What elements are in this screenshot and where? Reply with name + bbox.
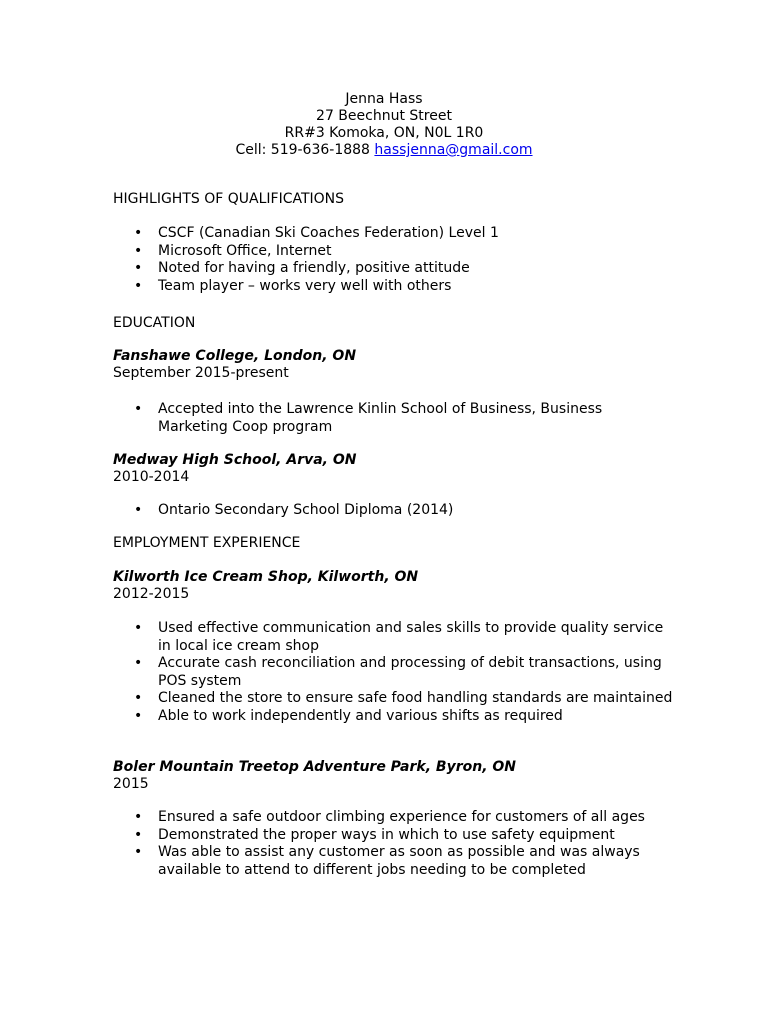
employer-name: Kilworth Ice Cream Shop, Kilworth, ON (113, 569, 419, 585)
employer-name: Boler Mountain Treetop Adventure Park, Byron, ON (113, 759, 516, 775)
list-item: • Was able to assist any customer as soon as possible and was always available to attend to different jobs needing to be completed (134, 844, 640, 878)
bullet-icon: • (134, 707, 143, 724)
list-item: • Ontario Secondary School Diploma (2014) (134, 502, 454, 518)
list-item: • Accepted into the Lawrence Kinlin School of Business, Business Marketing Coop program (134, 401, 603, 435)
city-address: RR#3 Komoka, ON, N0L 1R0 (284, 125, 484, 141)
school-name: Medway High School, Arva, ON (113, 452, 357, 468)
job-duties (113, 809, 673, 879)
bullet-icon: • (134, 844, 143, 860)
list-item: • Noted for having a friendly, positive attitude (134, 260, 470, 276)
bullet-icon: • (134, 401, 143, 417)
bullet-icon: • (134, 260, 143, 276)
school-details (113, 401, 673, 436)
list-item: • Accurate cash reconciliation and processing of debit transactions, using POS system (134, 655, 662, 689)
applicant-name: Jenna Hass (345, 91, 423, 107)
bullet-icon: • (134, 809, 143, 825)
employment-dates: 2012-2015 (113, 586, 190, 602)
cell-phone: Cell: 519-636-1888 (235, 142, 370, 158)
list-item: • Ensured a safe outdoor climbing experience for customers of all ages (134, 809, 645, 825)
bullet-icon: • (134, 277, 143, 294)
list-item: • Demonstrated the proper ways in which to use safety equipment (134, 826, 615, 843)
highlights-list (113, 225, 673, 295)
contact-header (0, 91, 768, 159)
bullet-icon: • (134, 225, 143, 241)
bullet-icon: • (134, 620, 143, 636)
employment-heading: EMPLOYMENT EXPERIENCE (113, 535, 301, 551)
school-dates: September 2015-present (113, 365, 289, 381)
list-item: • Cleaned the store to ensure safe food handling standards are maintained (134, 690, 673, 706)
bullet-icon: • (134, 502, 143, 518)
education-heading: EDUCATION (113, 315, 196, 331)
street-address: 27 Beechnut Street (316, 108, 452, 124)
list-item: • Microsoft Office, Internet (134, 242, 332, 259)
school-dates: 2010-2014 (113, 469, 190, 485)
school-name: Fanshawe College, London, ON (113, 348, 357, 364)
list-item: • Used effective communication and sales skills to provide quality service in local ice cream shop (134, 620, 664, 654)
list-item: • CSCF (Canadian Ski Coaches Federation) Level 1 (134, 225, 499, 241)
list-item: • Team player – works very well with others (134, 277, 452, 294)
employment-dates: 2015 (113, 776, 149, 792)
contact-line (0, 142, 768, 159)
bullet-icon: • (134, 242, 143, 259)
bullet-icon: • (134, 690, 143, 706)
school-details (113, 502, 673, 520)
bullet-icon: • (134, 655, 143, 671)
bullet-icon: • (134, 826, 143, 843)
email-link[interactable]: hassjenna@gmail.com (374, 142, 533, 158)
job-duties (113, 620, 673, 725)
list-item: • Able to work independently and various shifts as required (134, 707, 563, 724)
highlights-heading: HIGHLIGHTS OF QUALIFICATIONS (113, 191, 345, 207)
